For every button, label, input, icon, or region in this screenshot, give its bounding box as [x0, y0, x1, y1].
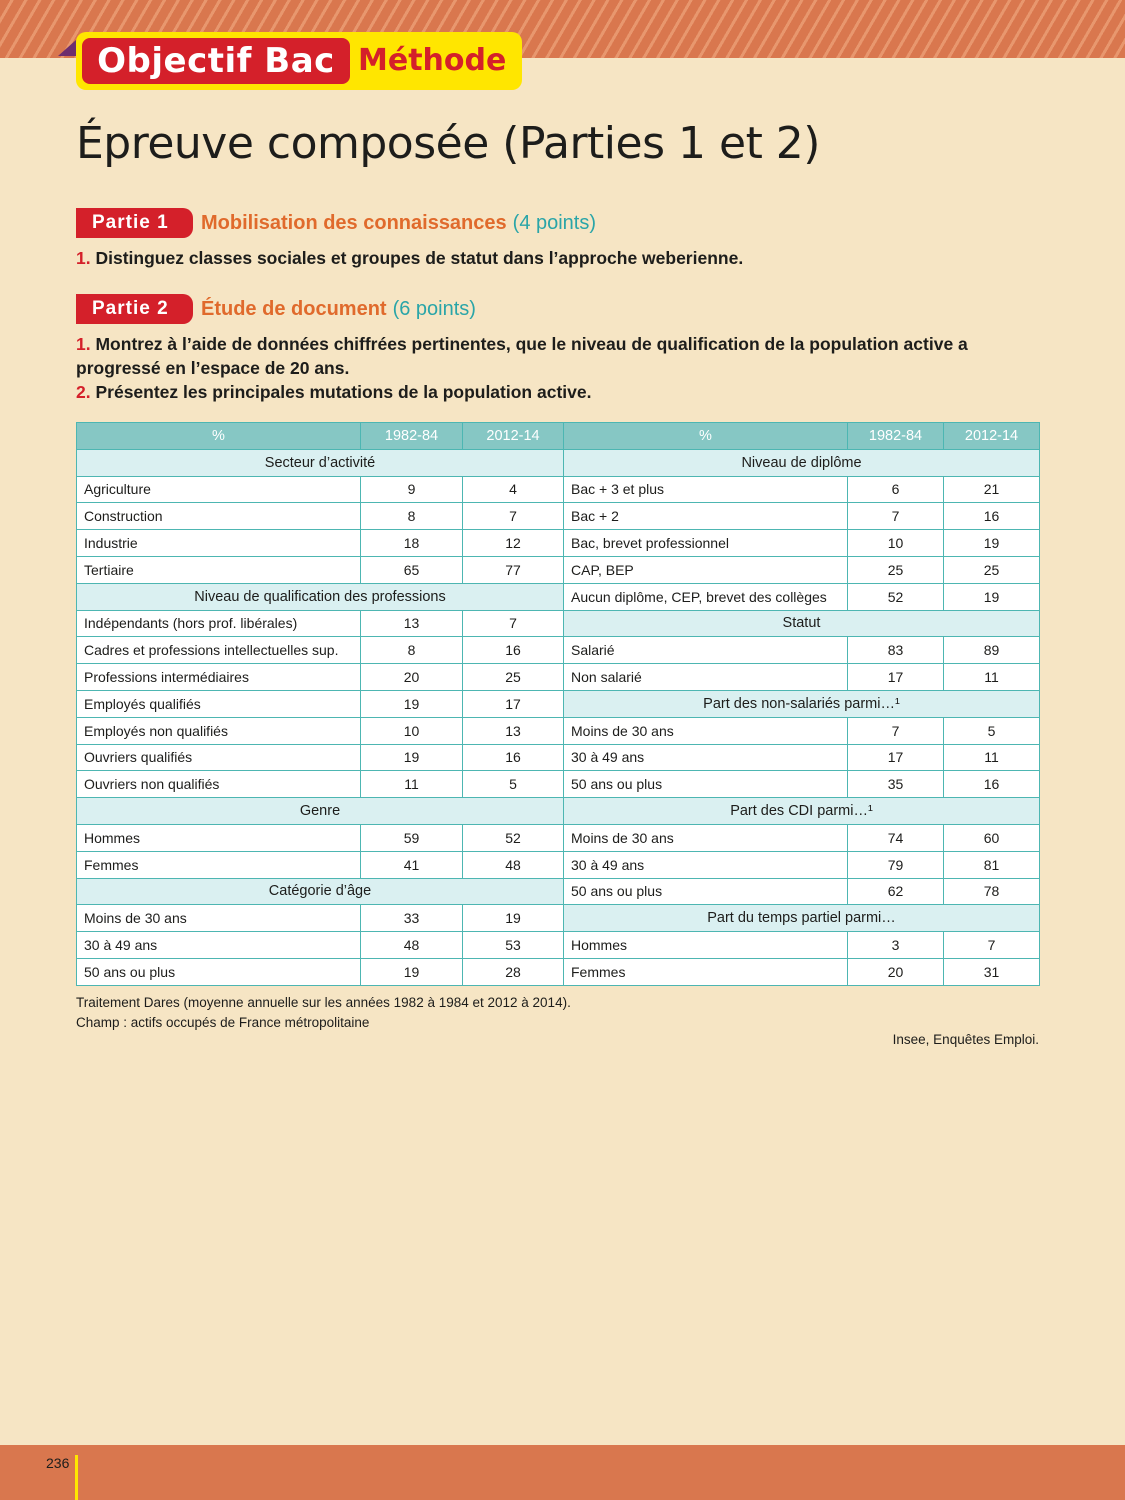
table-cell-1982-84: 41: [361, 851, 463, 878]
table-cell-2012-14: 28: [463, 958, 564, 985]
table-row: [77, 637, 1040, 664]
table-cell-1982-84: 20: [361, 664, 463, 691]
question-text: Distinguez classes sociales et groupes de statut dans l’approche weberienne.: [95, 248, 744, 268]
table-cell-1982-84: 13: [361, 610, 463, 637]
partie-1-points: (4 points): [512, 211, 597, 234]
note-line: Champ : actifs occupés de France métropolitaine: [76, 1015, 370, 1030]
table-row-label: Tertiaire: [77, 556, 361, 583]
table-row: [77, 798, 1040, 825]
table-cell-1982-84: 10: [361, 717, 463, 744]
table-row-label: Employés non qualifiés: [77, 717, 361, 744]
table-cell-1982-84: 19: [361, 690, 463, 717]
table-cell-1982-84: 83: [848, 637, 944, 664]
table-section-header: Catégorie d’âge: [77, 878, 564, 905]
table-row-label: 30 à 49 ans: [77, 932, 361, 959]
table-row-label: CAP, BEP: [564, 556, 848, 583]
table-cell-2012-14: 11: [944, 664, 1040, 691]
table-row-label: Agriculture: [77, 476, 361, 503]
table-row-label: Moins de 30 ans: [564, 717, 848, 744]
table-row: [77, 958, 1040, 985]
table-row-label: Bac + 3 et plus: [564, 476, 848, 503]
table-row-label: Cadres et professions intellectuelles sup.: [77, 637, 361, 664]
table-section-header: Part des non-salariés parmi…¹: [564, 690, 1040, 717]
partie-2-question-2: [76, 380, 1036, 404]
table-cell-2012-14: 81: [944, 851, 1040, 878]
table-cell-1982-84: 20: [848, 958, 944, 985]
table-section-header: Niveau de diplôme: [564, 449, 1040, 476]
table-row: [77, 744, 1040, 771]
table-cell-1982-84: 7: [848, 717, 944, 744]
table-cell-2012-14: 21: [944, 476, 1040, 503]
page-number: 236: [46, 1455, 70, 1471]
table-header-cell: %: [77, 423, 361, 450]
table-row-label: 30 à 49 ans: [564, 744, 848, 771]
table-row: [77, 530, 1040, 557]
table-row-label: Femmes: [77, 851, 361, 878]
table-row-label: Salarié: [564, 637, 848, 664]
table-row: [77, 449, 1040, 476]
table-header-row: [77, 423, 1040, 450]
partie-1-question-1: [76, 246, 1036, 270]
table-cell-2012-14: 19: [944, 530, 1040, 557]
table-cell-2012-14: 31: [944, 958, 1040, 985]
table-cell-1982-84: 17: [848, 664, 944, 691]
table-notes: [76, 993, 571, 1033]
table-section-header: Part du temps partiel parmi…: [564, 905, 1040, 932]
table-cell-1982-84: 35: [848, 771, 944, 798]
table-cell-2012-14: 11: [944, 744, 1040, 771]
table-cell-2012-14: 16: [463, 744, 564, 771]
table-cell-2012-14: 7: [463, 503, 564, 530]
page-number-bar: [75, 1455, 78, 1500]
table-cell-2012-14: 16: [944, 771, 1040, 798]
table-cell-1982-84: 19: [361, 744, 463, 771]
table-cell-2012-14: 52: [463, 824, 564, 851]
partie-1-title: Mobilisation des connaissances: [201, 211, 507, 234]
table-cell-1982-84: 62: [848, 878, 944, 905]
table-row: [77, 932, 1040, 959]
table-row: [77, 717, 1040, 744]
partie-1-heading: [76, 208, 596, 238]
table-cell-1982-84: 10: [848, 530, 944, 557]
table-cell-1982-84: 65: [361, 556, 463, 583]
table-cell-2012-14: 17: [463, 690, 564, 717]
table-row: [77, 610, 1040, 637]
table-cell-1982-84: 59: [361, 824, 463, 851]
objectif-bac-badge: [76, 32, 522, 90]
table-cell-1982-84: 8: [361, 503, 463, 530]
table-row-label: Ouvriers non qualifiés: [77, 771, 361, 798]
partie-2-points: (6 points): [392, 297, 476, 320]
table-row: [77, 824, 1040, 851]
table-cell-2012-14: 25: [463, 664, 564, 691]
table-row-label: Non salarié: [564, 664, 848, 691]
table-section-header: Part des CDI parmi…¹: [564, 798, 1040, 825]
table-cell-1982-84: 33: [361, 905, 463, 932]
table-cell-1982-84: 8: [361, 637, 463, 664]
table-row: [77, 851, 1040, 878]
table-row-label: Ouvriers qualifiés: [77, 744, 361, 771]
table-row: [77, 476, 1040, 503]
table-header-cell: 2012-14: [463, 423, 564, 450]
table-cell-2012-14: 16: [944, 503, 1040, 530]
table-cell-1982-84: 79: [848, 851, 944, 878]
page-title: Épreuve composée (Parties 1 et 2): [76, 118, 820, 169]
table-section-header: Secteur d’activité: [77, 449, 564, 476]
table-row-label: Moins de 30 ans: [564, 824, 848, 851]
table-section-header: Statut: [564, 610, 1040, 637]
table-cell-1982-84: 17: [848, 744, 944, 771]
table-row-label: Indépendants (hors prof. libérales): [77, 610, 361, 637]
table-row-label: 50 ans ou plus: [564, 771, 848, 798]
table-row-label: Femmes: [564, 958, 848, 985]
source-citation: Insee, Enquêtes Emploi.: [892, 1032, 1039, 1047]
table-cell-2012-14: 48: [463, 851, 564, 878]
table-section-header: Niveau de qualification des professions: [77, 583, 564, 610]
table-cell-1982-84: 48: [361, 932, 463, 959]
partie-2-question-1: [76, 332, 996, 380]
table-row: [77, 664, 1040, 691]
note-line: Traitement Dares (moyenne annuelle sur les années 1982 à 1984 et 2012 à 2014).: [76, 995, 571, 1010]
table-cell-2012-14: 53: [463, 932, 564, 959]
table-header-cell: 1982-84: [848, 423, 944, 450]
table-cell-1982-84: 3: [848, 932, 944, 959]
table-row: [77, 583, 1040, 610]
table-row: [77, 556, 1040, 583]
table-cell-1982-84: 9: [361, 476, 463, 503]
table-row: [77, 503, 1040, 530]
partie-2-title: Étude de document: [201, 297, 387, 320]
table-cell-2012-14: 12: [463, 530, 564, 557]
table-cell-2012-14: 4: [463, 476, 564, 503]
table-cell-1982-84: 18: [361, 530, 463, 557]
objectif-bac-label: Objectif Bac: [82, 38, 350, 84]
table-cell-2012-14: 77: [463, 556, 564, 583]
table-header-cell: 1982-84: [361, 423, 463, 450]
table-cell-2012-14: 16: [463, 637, 564, 664]
partie-2-tag: Partie 2: [76, 294, 193, 324]
table-row-label: Professions intermédiaires: [77, 664, 361, 691]
table-header-cell: 2012-14: [944, 423, 1040, 450]
table-cell-1982-84: 25: [848, 556, 944, 583]
table-cell-2012-14: 13: [463, 717, 564, 744]
partie-2-heading: [76, 294, 476, 324]
table-cell-1982-84: 6: [848, 476, 944, 503]
table-row-label: Bac + 2: [564, 503, 848, 530]
table-row-label: Construction: [77, 503, 361, 530]
bottom-decorative-band: [0, 1445, 1125, 1500]
table-row-label: Aucun diplôme, CEP, brevet des collèges: [564, 583, 848, 610]
table-row: [77, 690, 1040, 717]
table-row-label: 50 ans ou plus: [564, 878, 848, 905]
data-table: [76, 422, 1040, 986]
table-row-label: Moins de 30 ans: [77, 905, 361, 932]
table-row-label: 30 à 49 ans: [564, 851, 848, 878]
table-cell-2012-14: 19: [463, 905, 564, 932]
methode-label: Méthode: [358, 43, 507, 78]
question-number: 1.: [76, 248, 91, 268]
table-cell-2012-14: 89: [944, 637, 1040, 664]
table-cell-1982-84: 11: [361, 771, 463, 798]
question-text: Présentez les principales mutations de la population active.: [95, 382, 592, 402]
table-row: [77, 771, 1040, 798]
table-row-label: Hommes: [77, 824, 361, 851]
question-text: Montrez à l’aide de données chiffrées pertinentes, que le niveau de qualification de la population active a progressé en l’espace de 20 ans.: [76, 334, 968, 378]
table-row-label: Employés qualifiés: [77, 690, 361, 717]
partie-1-tag: Partie 1: [76, 208, 193, 238]
table-row: [77, 905, 1040, 932]
table-header-cell: %: [564, 423, 848, 450]
table-row-label: Industrie: [77, 530, 361, 557]
question-number: 2.: [76, 382, 91, 402]
table-row-label: 50 ans ou plus: [77, 958, 361, 985]
table-cell-2012-14: 7: [944, 932, 1040, 959]
table-cell-2012-14: 7: [463, 610, 564, 637]
table-cell-2012-14: 19: [944, 583, 1040, 610]
table-cell-2012-14: 25: [944, 556, 1040, 583]
table-cell-2012-14: 5: [463, 771, 564, 798]
table-row-label: Hommes: [564, 932, 848, 959]
table-cell-2012-14: 5: [944, 717, 1040, 744]
table-section-header: Genre: [77, 798, 564, 825]
table-row: [77, 878, 1040, 905]
table-cell-1982-84: 7: [848, 503, 944, 530]
corner-triangle: [58, 40, 76, 56]
table-cell-2012-14: 60: [944, 824, 1040, 851]
table-body: [77, 449, 1040, 985]
question-number: 1.: [76, 334, 91, 354]
table-cell-1982-84: 19: [361, 958, 463, 985]
table-cell-2012-14: 78: [944, 878, 1040, 905]
table-cell-1982-84: 52: [848, 583, 944, 610]
table-row-label: Bac, brevet professionnel: [564, 530, 848, 557]
table-cell-1982-84: 74: [848, 824, 944, 851]
